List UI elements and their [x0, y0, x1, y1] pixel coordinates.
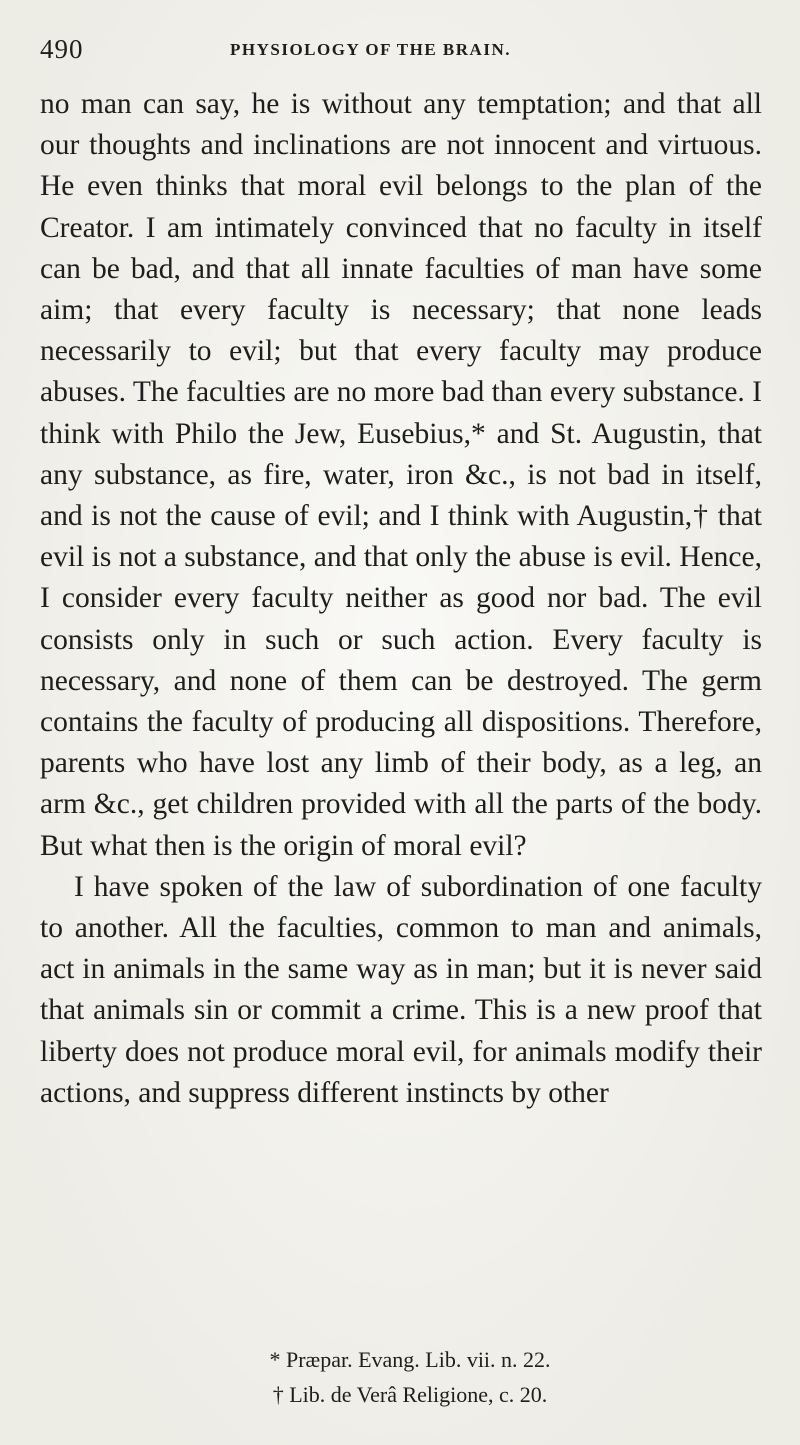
footnotes	[0, 1342, 800, 1412]
paragraph: I have spoken of the law of subordination of one faculty to another. All the faculties, common to man and animals, act in animals in the same way as in man; but it is never said that animals sin or commit a crime. This is a new proof that liberty does not produce moral evil, for animals modify their actions, and suppress different instincts by other	[40, 870, 762, 1109]
page-number: 490	[40, 34, 84, 64]
footnote: * Præpar. Evang. Lib. vii. n. 22.	[269, 1347, 551, 1372]
body-text	[40, 84, 762, 1114]
running-head	[40, 30, 762, 74]
footnote: † Lib. de Verâ Religione, c. 20.	[272, 1382, 548, 1407]
paragraph: no man can say, he is without any temptation; and that all our thoughts and inclinations are not innocent and virtuous. He even thinks that moral evil belongs to the plan of the Creator. I am intimately convinced that no faculty in itself can be bad, and that all innate faculties of man have some aim; that every faculty is necessary; that none leads necessarily to evil; but that every faculty may produce abuses. The faculties are no more bad than every substance. I think with Philo the Jew, Eusebius,* and St. Augustin, that any substance, as fire, water, iron &c., is not bad in itself, and is not the cause of evil; and I think with Augustin,† that evil is not a substance, and that only the abuse is evil. Hence, I consider every faculty neither as good nor bad. The evil consists only in such or such action. Every faculty is necessary, and none of them can be destroyed. The germ contains the faculty of producing all dispositions. Therefore, parents who have lost any limb of their body, as a leg, an arm &c., get children provided with all the parts of the body. But what then is the origin of moral evil?	[40, 88, 762, 862]
running-title: PHYSIOLOGY OF THE BRAIN.	[230, 40, 511, 59]
